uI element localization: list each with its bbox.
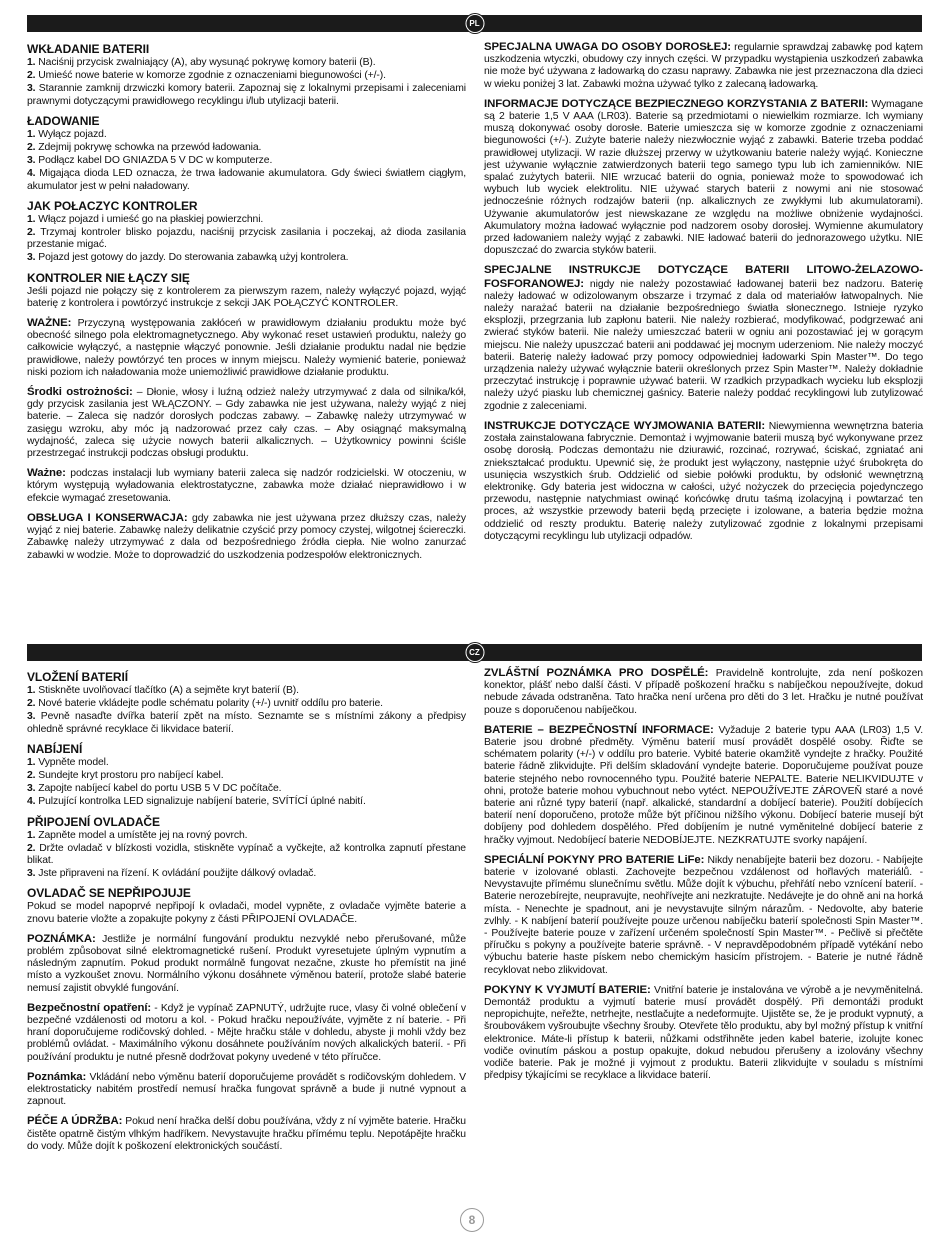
- paragraph: [27, 512, 466, 562]
- paragraph-text: Niewymienna wewnętrzna bateria została zainstalowana fabrycznie. Demontaż i wyjmowanie baterii muszą być wykonywane przez osobę dorosłą. Podczas demontażu nie dziurawić, rozcinać, rozrywać, ściskać, zgniatać ani zniekształcać produktu. Upewnić się, że produkt jest wyłączony, następnie użyć śrubokręta do usunięcia wszystkich śrub. Oddzielić od siebie połówki produktu, by odsłonić wewnętrzną elektronikę. Gdy bateria jest widoczna w całości, użyć nożyczek do przecięcia pojedynczego przewodu, następnie natychmiast owinąć końcówkę drutu taśmą izolacyjną i powtarzać ten proces, aż wszystkie przewody baterii będą przecięte i izolowane, a bateria będzie można oddzielić od reszty produktu. Baterię należy zutylizować zgodnie z lokalnymi przepisami dotyczącymi recyklingu lub utylizacji odpadów.: [484, 420, 923, 542]
- section: [27, 887, 466, 925]
- step-number: 4.: [27, 796, 36, 808]
- step-text: Pulzující kontrolka LED signalizuje nabíjení baterie, SVÍTÍCÍ úplné nabití.: [35, 796, 366, 808]
- step-text: Włącz pojazd i umieść go na płaskiej powierzchni.: [35, 213, 264, 225]
- step-text: Vypněte model.: [35, 756, 109, 768]
- section: [484, 41, 923, 91]
- instruction-step: [27, 770, 466, 782]
- step-text: Podłącz kabel DO GNIAZDA 5 V DC w komputerze.: [35, 155, 273, 167]
- pl-left-column: [27, 39, 466, 569]
- paragraph-lead: Poznámka:: [27, 1070, 87, 1083]
- pl-language-badge: PL: [465, 14, 484, 33]
- paragraph: [484, 667, 923, 717]
- step-text: Jste připraveni na řízení. K ovládání použijte dálkový ovladač.: [35, 868, 317, 880]
- section: [484, 420, 923, 543]
- paragraph: [27, 1115, 466, 1153]
- paragraph: [27, 1071, 466, 1109]
- section-heading: VLOŽENÍ BATERIÍ: [27, 670, 128, 684]
- paragraph-lead: Ważne:: [27, 467, 66, 480]
- instruction-step: [27, 142, 466, 154]
- paragraph-text: Przyczyną występowania zakłóceń w prawidłowym działaniu produktu może być obecność silnego pola elektromagnetycznego. Aby wykonać reset ustawień produktu, należy go całkowicie wyłączyć, a następnie włączyć ponownie. Jeśli działanie produktu nadal nie będzie prawidłowe, należy powtórzyć ten proces w innym miejscu. Należy wymienić baterie, ponieważ niski poziom ich naładowania może uniemożliwić prawidłowe działanie produktu.: [27, 318, 466, 378]
- paragraph-text: Wymagane są 2 baterie 1,5 V AAA (LR03). Baterie są przedmiotami o niewielkim rozmiarze. Ich wymiany muszą dokonywać osoby dorosłe. Baterie umieszcza się w komorze zgodnie z oznaczeniami biegunowości (+/-). Zużyte baterie należy niezwłocznie wyjąć z zabawki. Baterie trzeba poddać prawidłowej utylizacji. W razie dłuższej przerwy w użytkowaniu baterie należy wyjąć. Konieczne jest używanie wyłącznie zatwierdzonych baterii tego samego typu lub ich zamienników. NIE spalać zużytych baterii. NIE wrzucać baterii do ognia, ponieważ może to spowodować ich wybuch lub wyciek elektrolitu. NIE używać starych baterii z nowymi ani nie stosować jednocześnie różnych rodzajów baterii (np. alkalicznych ze zwykłymi lub akumulatorami). Używanie akumulatorów jest niewskazane ze względu na możliwe obniżenie wydajności. Akumulatory można ładować wyłącznie pod nadzorem osoby dorosłej. Wymienne akumulatory przed ładowaniem należy wyjąć z zabawki. NIE ładować baterii do jednorazowego użytku. NIE dopuszczać do zwarcia styków baterii.: [484, 98, 923, 257]
- instruction-step: [27, 901, 466, 925]
- instruction-step: [27, 83, 466, 107]
- step-text: Nové baterie vkládejte podle schématu polarity (+/-) uvnitř oddílu pro baterie.: [35, 698, 383, 710]
- instruction-step: [27, 783, 466, 795]
- section: [27, 671, 466, 736]
- paragraph-lead: INSTRUKCJE DOTYCZĄCE WYJMOWANIA BATERII:: [484, 419, 766, 432]
- section: [484, 264, 923, 412]
- paragraph-text: Jestliže je normální fungování produktu nezvyklé nebo přerušované, může problém způsobovat silné elektromagnetické rušení. Produkt vyresetujete úplným vypnutím a následným zapnutím. Pokud produkt normálně fungovat nezačne, zkuste ho přemístit na jiné místo a vyzkoušet znovu. Normálního výkonu dosáhnete výměnou baterií, protože slabé baterie nemusí zajistit obvyklé fungování.: [27, 933, 466, 994]
- section: [27, 1115, 466, 1153]
- section-heading: NABÍJENÍ: [27, 741, 83, 756]
- instruction-step: [27, 868, 466, 880]
- cz-left-column: [27, 667, 466, 1160]
- step-text: Trzymaj kontroler blisko pojazdu, naciśnij przycisk zasilania i poczekaj, aż dioda zasilania przestanie migać.: [27, 227, 466, 251]
- section: [484, 98, 923, 258]
- section-heading: WKŁADANIE BATERII: [27, 42, 150, 56]
- cz-language-badge: CZ: [465, 643, 484, 662]
- section: [27, 933, 466, 995]
- paragraph-text: Pravidelně kontrolujte, zda není poškozen konektor, plášť nebo další části. V případě poškození hračku s nabíječkou nepoužívejte, dokud nebude závada odstraněna. Tato hračka není určena pro děti do 3 let. Hračku je nutné používat pouze s doporučenou nabíječkou.: [484, 668, 923, 716]
- cz-language-band: [27, 644, 922, 661]
- step-number: 1.: [27, 829, 36, 841]
- paragraph: [484, 724, 923, 847]
- paragraph: [27, 467, 466, 505]
- paragraph: [27, 317, 466, 379]
- paragraph-text: Vnitřní baterie je instalována ve výrobě a je nevyměnitelná. Demontáž produktu a vyjmutí baterie musí provádět dospělý. Při demontáži produkt nepropichujte, neřežte, netrhejte, nestlačujte a nedeformujte. Ujistěte se, že je produkt vypnutý, a šroubovákem vyšroubujte všechny šrouby. Otevřete tělo produktu, aby byl možný přístup k vnitřní elektronice. Máte-li přístup k baterii, nůžkami odstřihněte jeden kabel baterie, izolujte konec vodiče ovinutím páskou a postup opakujte, dokud nebudou přerušeny a izolovány všechny vodiče baterie. Pak je možné ji vyjmout z produktu. Baterii zlikvidujte v souladu s místními předpisy týkajícími se recyklace a likvidace baterií.: [484, 984, 923, 1082]
- section: [484, 667, 923, 717]
- step-text: Stiskněte uvolňovací tlačítko (A) a sejměte kryt baterií (B).: [35, 685, 299, 696]
- paragraph: [484, 854, 923, 977]
- paragraph: [484, 264, 923, 412]
- instruction-step: [27, 698, 466, 710]
- step-text: Pojazd jest gotowy do jazdy. Do sterowania zabawką użyj kontrolera.: [35, 252, 349, 264]
- step-number: 3.: [27, 783, 36, 795]
- step-number: 2.: [27, 698, 36, 710]
- paragraph-text: gdy zabawka nie jest używana przez dłuższy czas, należy wyjąć z niej baterie. Zabawkę należy delikatnie czyścić przy pomocy czystej, wilgotnej ściereczki. Zabawkę należy utrzymywać z dala od bezpośredniego źródła ciepła. Nie wolno zanurzać zabawki w wodzie. Może to doprowadzić do uszkodzenia podzespołów elektronicznych.: [27, 512, 466, 561]
- step-number: 2.: [27, 842, 36, 854]
- instruction-step: [27, 214, 466, 226]
- section: [484, 724, 923, 847]
- instruction-step: [27, 711, 466, 735]
- step-text: Zdejmij pokrywę schowka na przewód ładowania.: [35, 142, 262, 154]
- section: [27, 467, 466, 505]
- step-number: 1.: [27, 128, 36, 140]
- paragraph-lead: POZNÁMKA:: [27, 932, 96, 945]
- step-text: Migająca dioda LED oznacza, że trwa ładowanie akumulatora. Gdy świeci światłem ciągłym, akumulator jest w pełni naładowany.: [27, 168, 466, 192]
- paragraph: [484, 98, 923, 258]
- section: [27, 512, 466, 562]
- section: [27, 743, 466, 809]
- step-number: 3.: [27, 868, 36, 880]
- step-text: Zapojte nabíjecí kabel do portu USB 5 V DC počítače.: [35, 783, 282, 795]
- instruction-step: [27, 286, 466, 310]
- step-number: 2.: [27, 227, 36, 239]
- paragraph-text: Vyžaduje 2 baterie typu AAA (LR03) 1,5 V. Baterie jsou drobné předměty. Výměnu baterií musí provádět dospělé osoby. Řiďte se schématem polarity (+/-) v oddílu pro baterie. Vybité baterie okamžitě vyndejte z hračky. Použité baterie řádně zlikvidujte. Při delším skladování vyndejte baterie. Doporučujeme používat pouze baterie stejného nebo rovnocenného typu. Použité baterie NEPALTE. Baterie NELIKVIDUJTE v ohni, protože baterie mohou vybuchnout nebo vytéct. NEPOUŽÍVEJTE ZÁROVEŇ staré a nové baterie ani různé typy baterií (např. alkalické, standardní a dobíjecí baterie). Použití dobíjecích baterií není doporučeno, protože může být příčinou nižšího výkonu. Dobíjecí baterie musejí být dobíjeny pod dohledem dospělého. Před dobíjením je nutné vyměnitelné dobíjecí baterie z hračky vyjmout. Nedobíjecí baterie NEDOBÍJEJTE. NEZKRATUJTE svorky napájení.: [484, 724, 924, 846]
- step-number: 3.: [27, 83, 36, 95]
- step-number: 1.: [27, 213, 36, 225]
- paragraph-lead: BATERIE – BEZPEČNOSTNÍ INFORMACE:: [484, 723, 714, 736]
- paragraph-text: Pokud není hračka delší dobu používána, vždy z ní vyjměte baterie. Hračku čistěte opatrně čistým vlhkým hadříkem. Nevystavujte hračku přímému teplu. Nepotápějte hračku do vody. Může dojít k poškození elektronických součástí.: [27, 1116, 466, 1152]
- paragraph-lead: PÉČE A ÚDRŽBA:: [27, 1115, 123, 1128]
- section-heading: PŘIPOJENÍ OVLADAČE: [27, 814, 160, 829]
- step-text: Starannie zamknij drzwiczki komory baterii. Zapoznaj się z lokalnymi przepisami i zaleceniami prawnymi dotyczącymi prawidłowego recyklingu i/lub utylizacji baterii.: [27, 83, 466, 107]
- step-text: Zapněte model a umístěte jej na rovný povrch.: [35, 829, 248, 841]
- paragraph: [27, 933, 466, 995]
- step-number: 4.: [27, 168, 36, 180]
- paragraph-lead: INFORMACJE DOTYCZĄCE BEZPIECZNEGO KORZYSTANIA Z BATERII:: [484, 97, 869, 110]
- step-number: 3.: [27, 252, 36, 264]
- section: [27, 386, 466, 460]
- paragraph-lead: POKYNY K VYJMUTÍ BATERIE:: [484, 983, 651, 996]
- section: [27, 200, 466, 265]
- paragraph-lead: ZVLÁŠTNÍ POZNÁMKA PRO DOSPĚLÉ:: [484, 667, 709, 679]
- step-number: 1.: [27, 57, 36, 68]
- instruction-step: [27, 757, 466, 769]
- step-text: Sundejte kryt prostoru pro nabíjecí kabel.: [35, 770, 224, 782]
- instruction-step: [27, 685, 466, 697]
- paragraph-text: regularnie sprawdzaj zabawkę pod kątem uszkodzenia wtyczki, obudowy czy innych części. W przypadku wystąpienia uszkodzeń zabawka nie może być używana z ładowarką do czasu naprawy. Zabawka nie jest przeznaczona dla dzieci w wieku poniżej 3 lat. Zabawki można używać tylko z zalecaną ładowarką.: [484, 42, 923, 90]
- paragraph-lead: Bezpečnostní opatření:: [27, 1001, 152, 1014]
- paragraph-text: podczas instalacji lub wymiany baterii zaleca się nadzór rodzicielski. W otoczeniu, w którym występują wyładowania elektrostatyczne, zabawka może działać nieprawidłowo i w efekcie wymagać zresetowania.: [27, 468, 466, 504]
- section: [27, 317, 466, 379]
- step-text: Wyłącz pojazd.: [35, 128, 107, 140]
- instruction-step: [27, 70, 466, 82]
- paragraph: [484, 420, 923, 543]
- instruction-step: [27, 252, 466, 264]
- section-heading: ŁADOWANIE: [27, 113, 100, 128]
- section: [27, 272, 466, 310]
- instruction-step: [27, 168, 466, 192]
- section: [484, 984, 923, 1083]
- section: [27, 1071, 466, 1109]
- paragraph-lead: SPECJALNE INSTRUKCJE DOTYCZĄCE BATERII LITOWO-ŻELAZOWO-FOSFORANOWEJ:: [484, 264, 923, 290]
- paragraph-lead: SPECIÁLNÍ POKYNY PRO BATERIE LiFe:: [484, 853, 705, 866]
- pl-right-column: [484, 41, 923, 550]
- section: [484, 854, 923, 977]
- cz-right-column: [484, 667, 923, 1090]
- section: [27, 115, 466, 193]
- instruction-step: [27, 129, 466, 141]
- step-text: Umieść nowe baterie w komorze zgodnie z oznaczeniami biegunowości (+/-).: [35, 70, 386, 82]
- paragraph: [484, 41, 923, 91]
- instruction-step: [27, 227, 466, 251]
- paragraph-text: Nikdy nenabíjejte baterii bez dozoru. - Nabíjejte baterie v izolované oblasti. Zachovejte bezpečnou vzdálenost od hořlavých materiálů. - Nevystavujte přímému slunečnímu světlu. Může dojít k výbuchu, přehřátí nebo vznícení baterií. - Baterie nerozebírejte, neupravujte, neohřívejte ani nezkratujte. Nedávejte je do ohně ani na horká místa. - Nenechte je spadnout, ani je nevystavujte silným nárazům. - Nedovolte, aby baterie zvlhly. - K nabíjení baterií používejte pouze určenou nabíječku baterií společnosti Spin Master™. - Používejte baterie pouze v zařízení určeném společností Spin Master™. - Pečlivě si přečtěte příručku s pokyny a používejte baterie správně. - V nepravděpodobném případě vytékání nebo výbuchu baterie haste pískem nebo chemickým hasicím přístrojem. - Baterie je nutné řádně recyklovat nebo zlikvidovat.: [484, 854, 923, 976]
- paragraph-lead: Środki ostrożności:: [27, 386, 133, 399]
- section-heading: JAK POŁACZYC KONTROLER: [27, 198, 198, 213]
- step-text: Jeśli pojazd nie połączy się z kontrolerem za pierwszym razem, należy wyłączyć pojazd, wyjąć baterię z kontrolera i powtórzyć instrukcje z sekcji JAK POŁĄCZYĆ KONTROLER.: [27, 285, 466, 309]
- paragraph-text: - Když je vypínač ZAPNUTÝ, udržujte ruce, vlasy či volné oblečení v bezpečné vzdálenosti od motoru a kol. - Pokud hračku nepoužíváte, vyjměte z ní baterie. - Při hraní doporučujeme rodičovský dohled. - Mějte hračku stále v dohledu, abyste ji mohli vždy bez problémů ovládat. - Maximálního výkonu dosáhnete používáním nových alkalických baterií. - Při používání produktu je nutné přesně dodržovat pokyny uvedené v této příručce.: [27, 1002, 466, 1063]
- step-number: 2.: [27, 70, 36, 82]
- instruction-step: [27, 155, 466, 167]
- step-text: Naciśnij przycisk zwalniający (A), aby wysunąć pokrywę komory baterii (B).: [35, 57, 376, 68]
- paragraph-lead: WAŻNE:: [27, 317, 72, 330]
- section: [27, 43, 466, 108]
- step-number: 1.: [27, 685, 36, 696]
- step-text: Pevně nasaďte dvířka baterií zpět na místo. Seznamte se s místními zákony a předpisy ohledně správné recyklace či likvidace baterií.: [27, 711, 466, 735]
- step-text: Pokud se model napoprvé nepřipojí k ovladači, model vypněte, z ovladače vyjměte baterie a znovu baterie vložte a zopakujte pokyny z části PŘIPOJENÍ OVLADAČE.: [27, 901, 466, 925]
- paragraph: [27, 386, 466, 460]
- section: [27, 1002, 466, 1064]
- paragraph: [27, 1002, 466, 1064]
- pl-language-band: [27, 15, 922, 32]
- section: [27, 816, 466, 881]
- paragraph-lead: OBSŁUGA I KONSERWACJA:: [27, 511, 188, 524]
- section-heading: OVLADAČ SE NEPŘIPOJUJE: [27, 886, 191, 901]
- step-number: 2.: [27, 770, 36, 782]
- step-text: Držte ovladač v blízkosti vozidla, stiskněte vypínač a vyčkejte, až kontrolka zapnutí přestane blikat.: [27, 842, 466, 867]
- instruction-step: [27, 57, 466, 69]
- step-number: 2.: [27, 142, 36, 154]
- step-number: 1.: [27, 756, 36, 768]
- paragraph-text: – Dłonie, włosy i luźną odzież należy utrzymywać z dala od silnika/kół, gdy przycisk zasilania jest WŁĄCZONY. – Gdy zabawka nie jest używana, należy wyjąć z niej baterie. – Zaleca się nadzór dorosłych podczas zabawy. – Zabawkę należy utrzymywać w zasięgu wzroku, aby móc ją nadzorować przez cały czas. – Aby osiągnąć maksymalną wydajność, zaleca się użycie nowych baterii alkalicznych. – Użytkownicy powinni ściśle przestrzegać instrukcji podczas obsługi produktu.: [27, 387, 466, 460]
- section-heading: KONTROLER NIE ŁĄCZY SIĘ: [27, 270, 190, 285]
- step-number: 3.: [27, 155, 36, 167]
- paragraph-text: nigdy nie należy pozostawiać ładowanej baterii bez nadzoru. Baterię należy ładować w odizolowanym obszarze i trzymać z dala od materiałów łatwopalnych. Nie należy narażać baterii na działanie bezpośredniego światła słonecznego. Istnieje ryzyko eksplozji, przegrzania lub zapłonu baterii. Nie należy rozbierać, modyfikować, podgrzewać ani zwierać styków baterii. Nie należy umieszczać baterii w ogniu ani pozostawiać jej w gorącym miejscu. Nie należy upuszczać baterii ani poddawać jej mocnym uderzeniom. Nie należy moczyć baterii. Baterię należy ładować przy pomocy odpowiedniej ładowarki Spin Master™. Do tego urządzenia należy używać wyłącznie baterii określonych przez Spin Master™. Należy dokładnie przeczytać instrukcję i poprawnie używać baterii. W rzadkich przypadkach wycieku lub eksplozji należy użyć piasku lub chemicznej gaśnicy. Baterie należy poddać recyklingowi lub zutylizować zgodnie z zaleceniami.: [484, 278, 923, 412]
- paragraph-text: Vkládání nebo výměnu baterií doporučujeme provádět s rodičovským dohledem. V elektrostaticky nabitém prostředí nemusí hračka fungovat správně a bude ji nutné vypnout a zapnout.: [27, 1071, 466, 1108]
- instruction-step: [27, 796, 466, 808]
- instruction-step: [27, 830, 466, 842]
- page-number: 8: [460, 1208, 484, 1232]
- paragraph: [484, 984, 923, 1083]
- instruction-step: [27, 843, 466, 867]
- step-number: 3.: [27, 711, 36, 723]
- paragraph-lead: SPECJALNA UWAGA DO OSOBY DOROSŁEJ:: [484, 41, 731, 53]
